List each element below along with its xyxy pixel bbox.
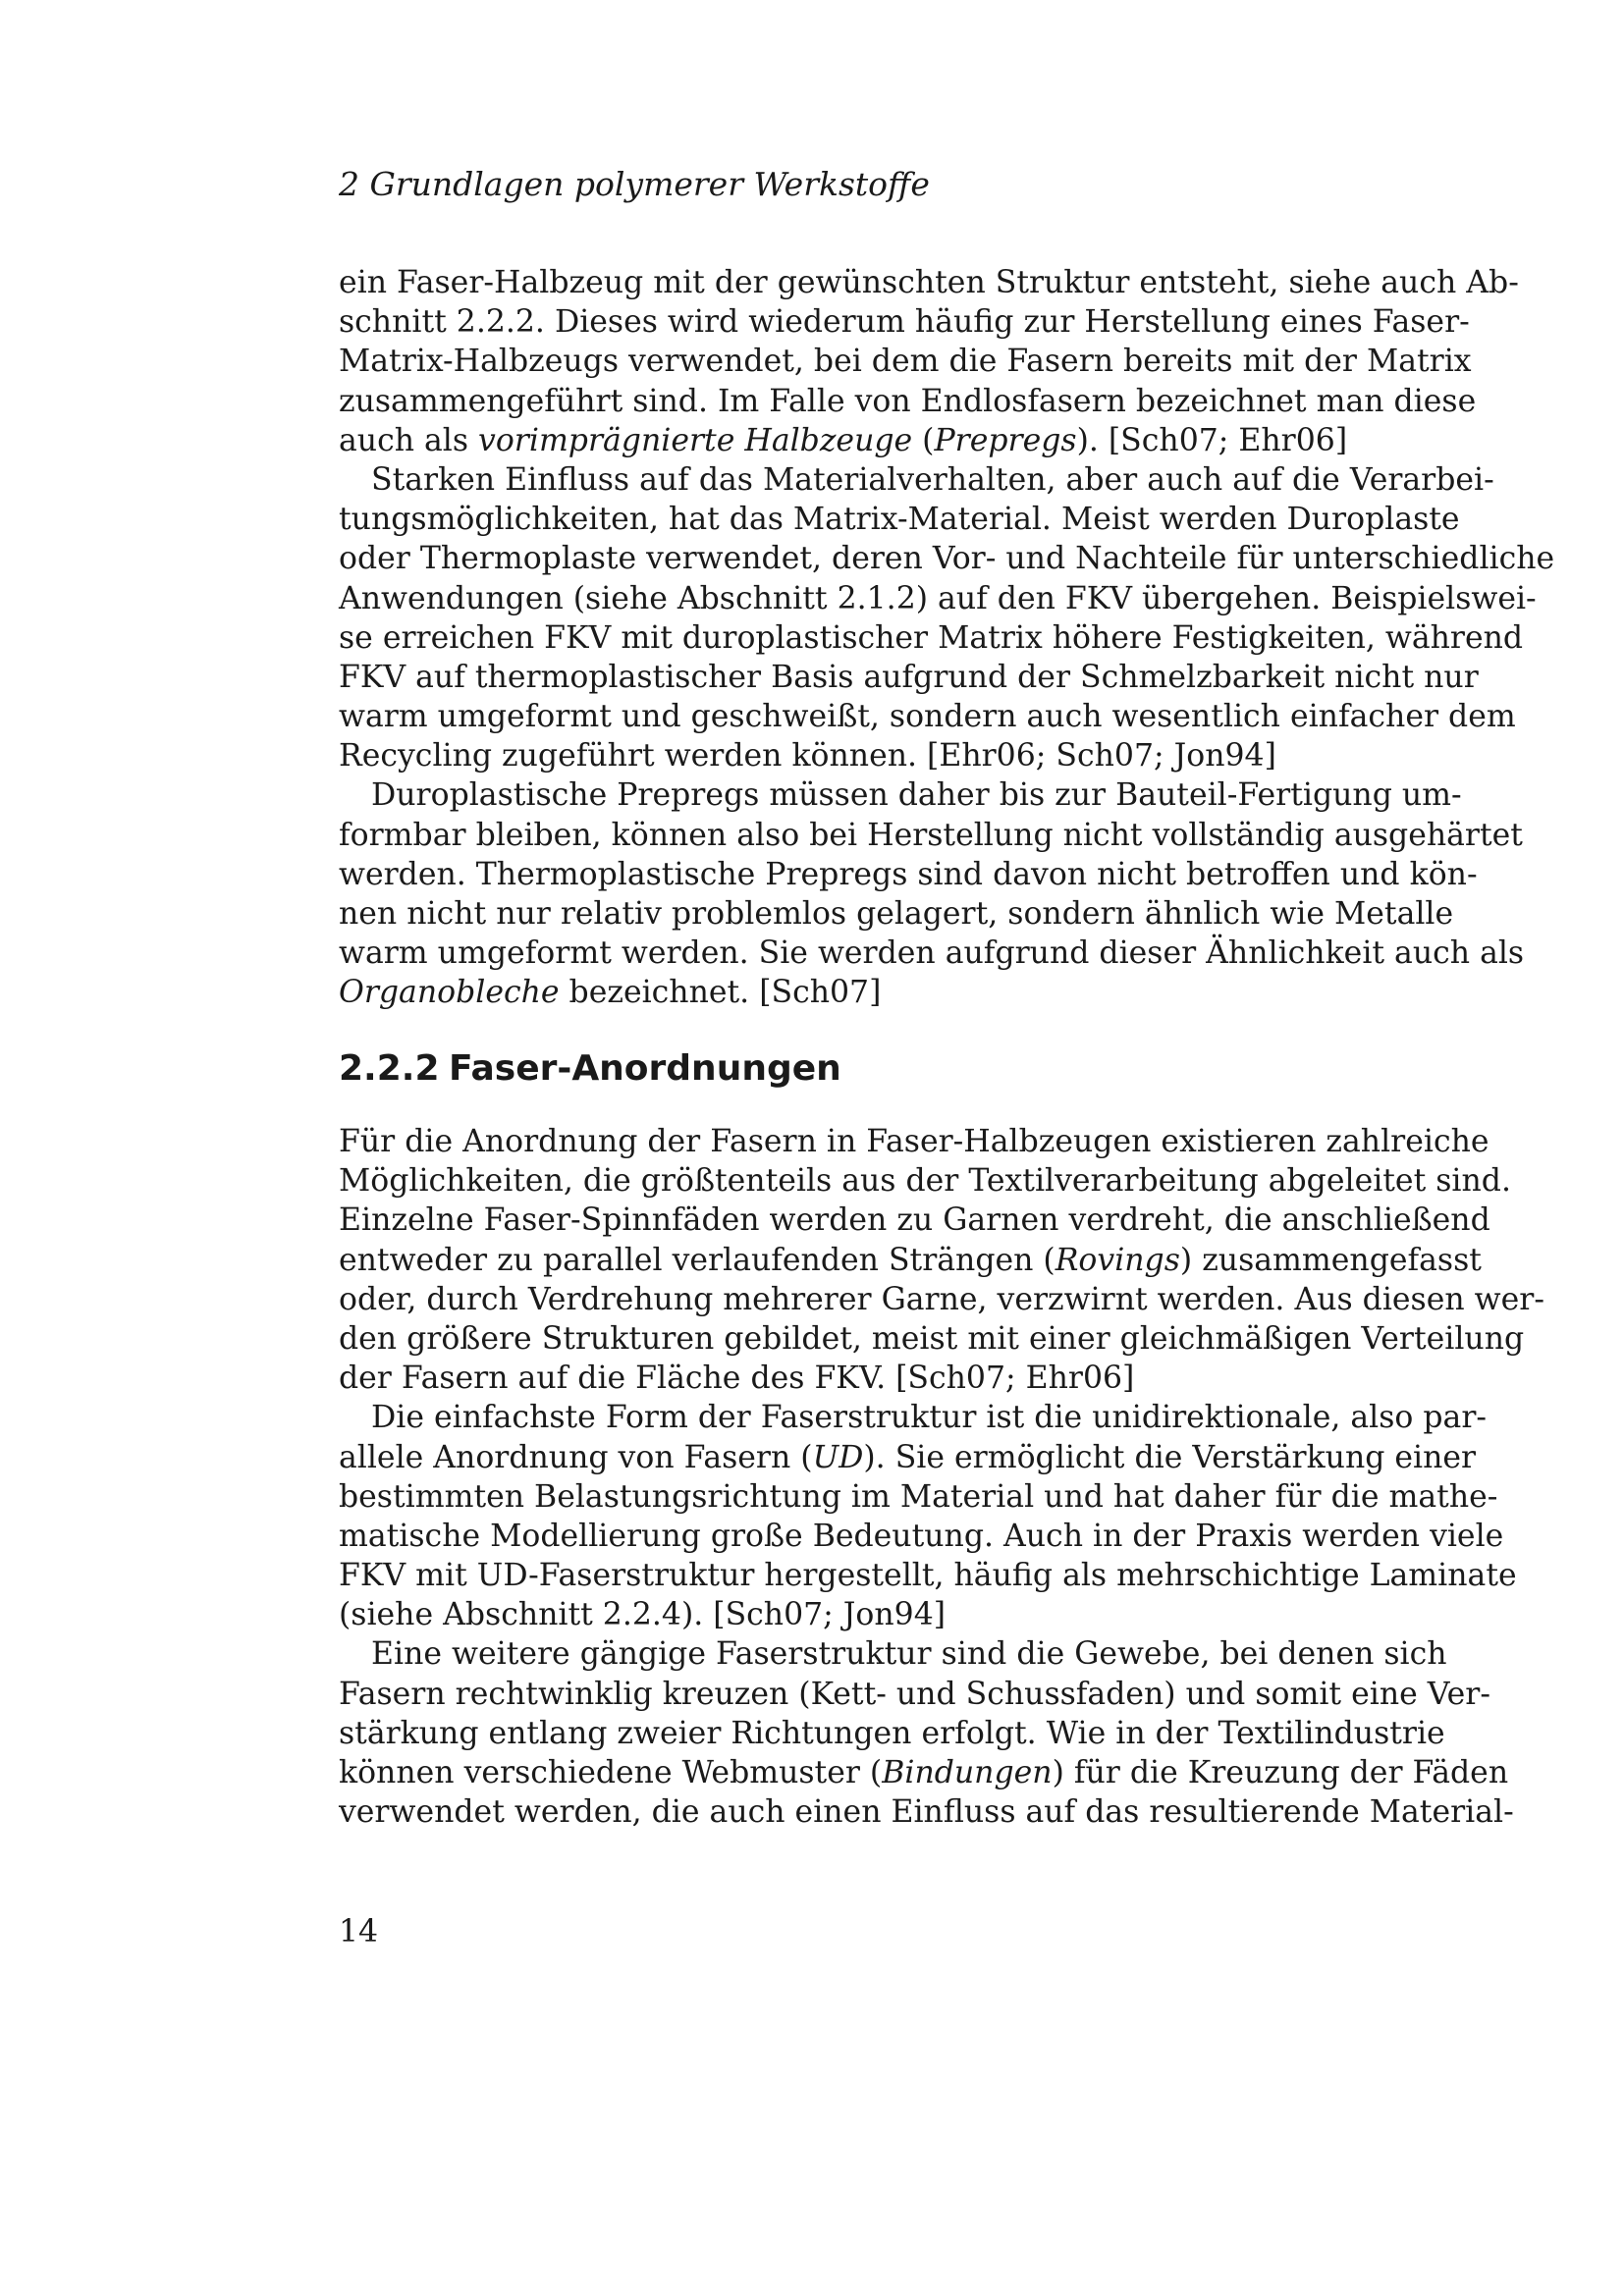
emphasis: Prepregs (934, 422, 1077, 458)
text-line: FKV mit UD-Faserstruktur hergestellt, häufig als mehrschichtige Laminate (339, 1558, 1517, 1594)
text-line: Für die Anordnung der Fasern in Faser-Halbzeugen existieren zahlreiche (339, 1124, 1489, 1159)
paragraph-5 (339, 1398, 1517, 1634)
text-line: tungsmöglichkeiten, hat das Matrix-Material. Meist werden Duroplaste (339, 502, 1460, 538)
text-line: Organobleche bezeichnet. [Sch07] (339, 975, 882, 1011)
text-line: bestimmten Belastungsrichtung im Material und hat daher für die mathe- (339, 1478, 1498, 1515)
emphasis: Organobleche (339, 975, 560, 1011)
emphasis: Rovings (1055, 1242, 1180, 1278)
emphasis: UD (812, 1439, 864, 1475)
text-block-after-heading (339, 1122, 1544, 1832)
text-line: Recycling zugeführt werden können. [Ehr06; Sch07; Jon94] (339, 738, 1276, 774)
text-line: zusammengeführt sind. Im Falle von Endlosfasern bezeichnet man diese (339, 383, 1477, 419)
text-line: oder, durch Verdrehung mehrerer Garne, verzwirnt werden. Aus diesen wer- (339, 1281, 1544, 1317)
text-line: allele Anordnung von Fasern (UD). Sie ermöglicht die Verstärkung einer (339, 1439, 1477, 1475)
text-block-before-heading (339, 263, 1555, 1013)
text-line: Fasern rechtwinklig kreuzen (Kett- und Schussfaden) und somit eine Ver- (339, 1676, 1490, 1712)
page-number: 14 (339, 1914, 379, 1949)
text-line: Die einfachste Form der Faserstruktur ist die unidirektionale, also par- (371, 1400, 1488, 1436)
emphasis: Bindungen (882, 1755, 1053, 1790)
text-line: Einzelne Faser-Spinnfäden werden zu Garnen verdreht, die anschließend (339, 1202, 1490, 1239)
paragraph-2 (339, 460, 1555, 776)
paragraph-1 (339, 263, 1519, 460)
text-line: ein Faser-Halbzeug mit der gewünschten Struktur entsteht, siehe auch Ab- (339, 265, 1519, 300)
text-line: oder Thermoplaste verwendet, deren Vor- und Nachteile für unterschiedliche (339, 541, 1555, 577)
text-line: se erreichen FKV mit duroplastischer Matrix höhere Festigkeiten, während (339, 619, 1524, 656)
emphasis: vorimprägnierte Halbzeuge (478, 422, 913, 458)
text-line: warm umgeformt werden. Sie werden aufgrund dieser Ähnlichkeit auch als (339, 935, 1525, 972)
text-line: den größere Strukturen gebildet, meist mit einer gleichmäßigen Verteilung (339, 1320, 1525, 1357)
text-line: Duroplastische Prepregs müssen daher bis zur Bauteil-Fertigung um- (371, 777, 1462, 814)
running-head: 2 Grundlagen polymerer Werkstoffe (339, 165, 930, 203)
text-line: auch als vorimprägnierte Halbzeuge (Prepregs). [Sch07; Ehr06] (339, 422, 1348, 458)
text-line: werden. Thermoplastische Prepregs sind davon nicht betroffen und kön- (339, 856, 1478, 892)
paragraph-3 (339, 775, 1525, 1012)
text-line: FKV auf thermoplastischer Basis aufgrund der Schmelzbarkeit nicht nur (339, 659, 1479, 695)
text-line: nen nicht nur relativ problemlos gelagert, sondern ähnlich wie Metalle (339, 896, 1454, 932)
section-number: 2.2.2 (339, 1048, 440, 1089)
text-line: der Fasern auf die Fläche des FKV. [Sch07; Ehr06] (339, 1361, 1135, 1397)
text-line: Möglichkeiten, die größtenteils aus der Textilverarbeitung abgeleitet sind. (339, 1163, 1511, 1200)
text-line: Anwendungen (siehe Abschnitt 2.1.2) auf den FKV übergehen. Beispielswei- (339, 580, 1537, 616)
text-line: entweder zu parallel verlaufenden Strängen (Rovings) zusammengefasst (339, 1242, 1482, 1278)
section-title: Faser-Anordnungen (449, 1048, 841, 1089)
text-line: stärkung entlang zweier Richtungen erfolgt. Wie in der Textilindustrie (339, 1715, 1445, 1751)
paragraph-6 (339, 1634, 1514, 1832)
paragraph-4 (339, 1122, 1544, 1398)
text-line: (siehe Abschnitt 2.2.4). [Sch07; Jon94] (339, 1597, 947, 1633)
text-line: Eine weitere gängige Faserstruktur sind die Gewebe, bei denen sich (371, 1636, 1447, 1673)
text-line: schnitt 2.2.2. Dieses wird wiederum häufig zur Herstellung eines Faser- (339, 304, 1470, 341)
text-line: Matrix-Halbzeugs verwendet, bei dem die Fasern bereits mit der Matrix (339, 344, 1472, 380)
text-line: Starken Einfluss auf das Materialverhalten, aber auch auf die Verarbei- (371, 461, 1494, 498)
section-heading (339, 1047, 1281, 1091)
text-line: matische Modellierung große Bedeutung. Auch in der Praxis werden viele (339, 1518, 1504, 1554)
text-line: können verschiedene Webmuster (Bindungen) für die Kreuzung der Fäden (339, 1755, 1509, 1790)
text-line: formbar bleiben, können also bei Herstellung nicht vollständig ausgehärtet (339, 817, 1523, 853)
text-line: warm umgeformt und geschweißt, sondern auch wesentlich einfacher dem (339, 699, 1516, 735)
text-line: verwendet werden, die auch einen Einfluss auf das resultierende Material- (339, 1794, 1514, 1831)
